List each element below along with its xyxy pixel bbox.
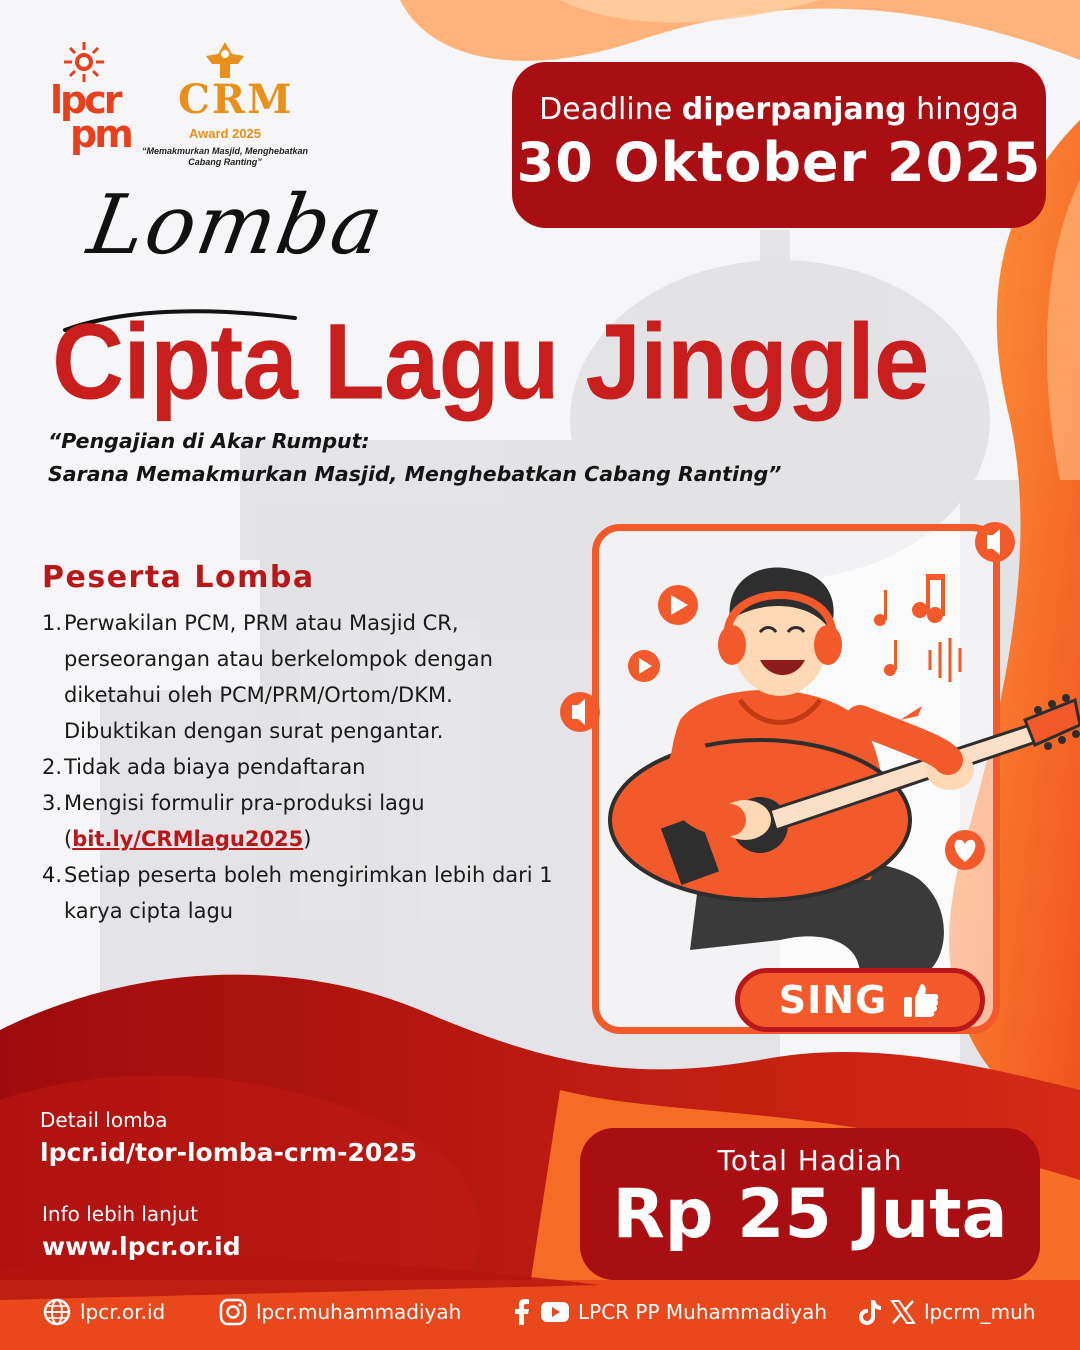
list-item-number: 4. [42,863,63,887]
footer-tiktok-x-text: lpcrm_muh [924,1300,1036,1324]
more-info-url-link[interactable]: www.lpcr.or.id [42,1232,241,1261]
footer-facebook-youtube[interactable] [512,1290,827,1334]
crm-logo-text: CRM [178,76,294,123]
subtitle-line1: “Pengajian di Akar Rumput: [48,429,370,453]
title-script: Lomba [81,178,392,273]
list-item [42,785,562,857]
music-note-icon [874,574,945,720]
footer-social-bar [0,1290,1080,1334]
deadline-date: 30 Oktober 2025 [516,131,1042,194]
globe-icon [42,1297,72,1327]
footer-website-text: lpcr.or.id [80,1300,166,1324]
list-item-text: Perwakilan PCM, PRM atau Masjid CR, perseorangan atau berkelompok dengan diketahui oleh PCM/PRM/Ortom/DKM. Dibuktikan dengan surat pengantar. [64,611,493,743]
footer-instagram[interactable] [218,1290,461,1334]
detail-label: Detail lomba [40,1108,168,1132]
subtitle [48,425,781,491]
list-item-text-wrap [64,785,562,857]
lpcr-logo-line2: pm [70,112,131,156]
detail-url-link[interactable]: lpcr.id/tor-lomba-crm-2025 [40,1138,418,1167]
facebook-icon [512,1298,532,1326]
footer-tiktok-x[interactable] [858,1290,1035,1334]
list-item-text: Tidak ada biaya pendaftaran [64,755,366,779]
crm-award-year: Award 2025 [188,126,262,141]
peserta-heading: Peserta Lomba [42,560,315,595]
deadline-box [512,62,1046,228]
prize-box [580,1128,1040,1280]
sing-button-label: SING [778,978,888,1022]
link-open-paren: ( [64,827,73,851]
more-info-label: Info lebih lanjut [42,1202,198,1226]
footer-website[interactable] [42,1290,165,1334]
deadline-suffix: hingga [906,92,1019,127]
deadline-emphasis: diperpanjang [681,92,907,127]
crm-tagline: “Memakmurkan Masjid, Menghebatkan Cabang Ranting” [141,146,309,167]
list-item-number: 1. [42,611,63,635]
footer-instagram-text: lpcr.muhammadiyah [256,1300,462,1324]
form-link[interactable]: bit.ly/CRMlagu2025 [72,827,304,851]
deadline-line [512,92,1046,127]
footer-facebook-youtube-text: LPCR PP Muhammadiyah [578,1300,828,1324]
list-item-number: 3. [42,791,63,815]
crm-award-logo [140,40,310,167]
list-item-text: Mengisi formulir pra-produksi lagu [64,791,425,815]
prize-amount: Rp 25 Juta [612,1175,1008,1254]
thumbs-up-icon [901,980,941,1020]
link-close-paren: ) [303,827,312,851]
crm-roof-icon [200,40,250,80]
prize-label: Total Hadiah [717,1144,903,1177]
list-item [42,605,562,749]
title-main: Cipta Lagu Jinggle [52,301,929,423]
tiktok-icon [858,1298,882,1326]
lpcr-logo-line1: lpcr [50,78,120,122]
x-twitter-icon [890,1299,916,1325]
list-item [42,857,562,929]
list-item-number: 2. [42,755,63,779]
peserta-list [42,605,562,929]
guitar-singer-illustration [560,520,1080,1000]
list-item [42,749,562,785]
instagram-icon [218,1297,248,1327]
list-item-text: Setiap peserta boleh mengirimkan lebih dari 1 karya cipta lagu [64,863,553,923]
subtitle-line2: Sarana Memakmurkan Masjid, Menghebatkan Cabang Ranting” [48,462,782,486]
sing-button[interactable] [735,968,985,1032]
youtube-icon [540,1301,570,1323]
lpcr-logo [50,40,140,156]
deadline-prefix: Deadline [539,92,682,127]
